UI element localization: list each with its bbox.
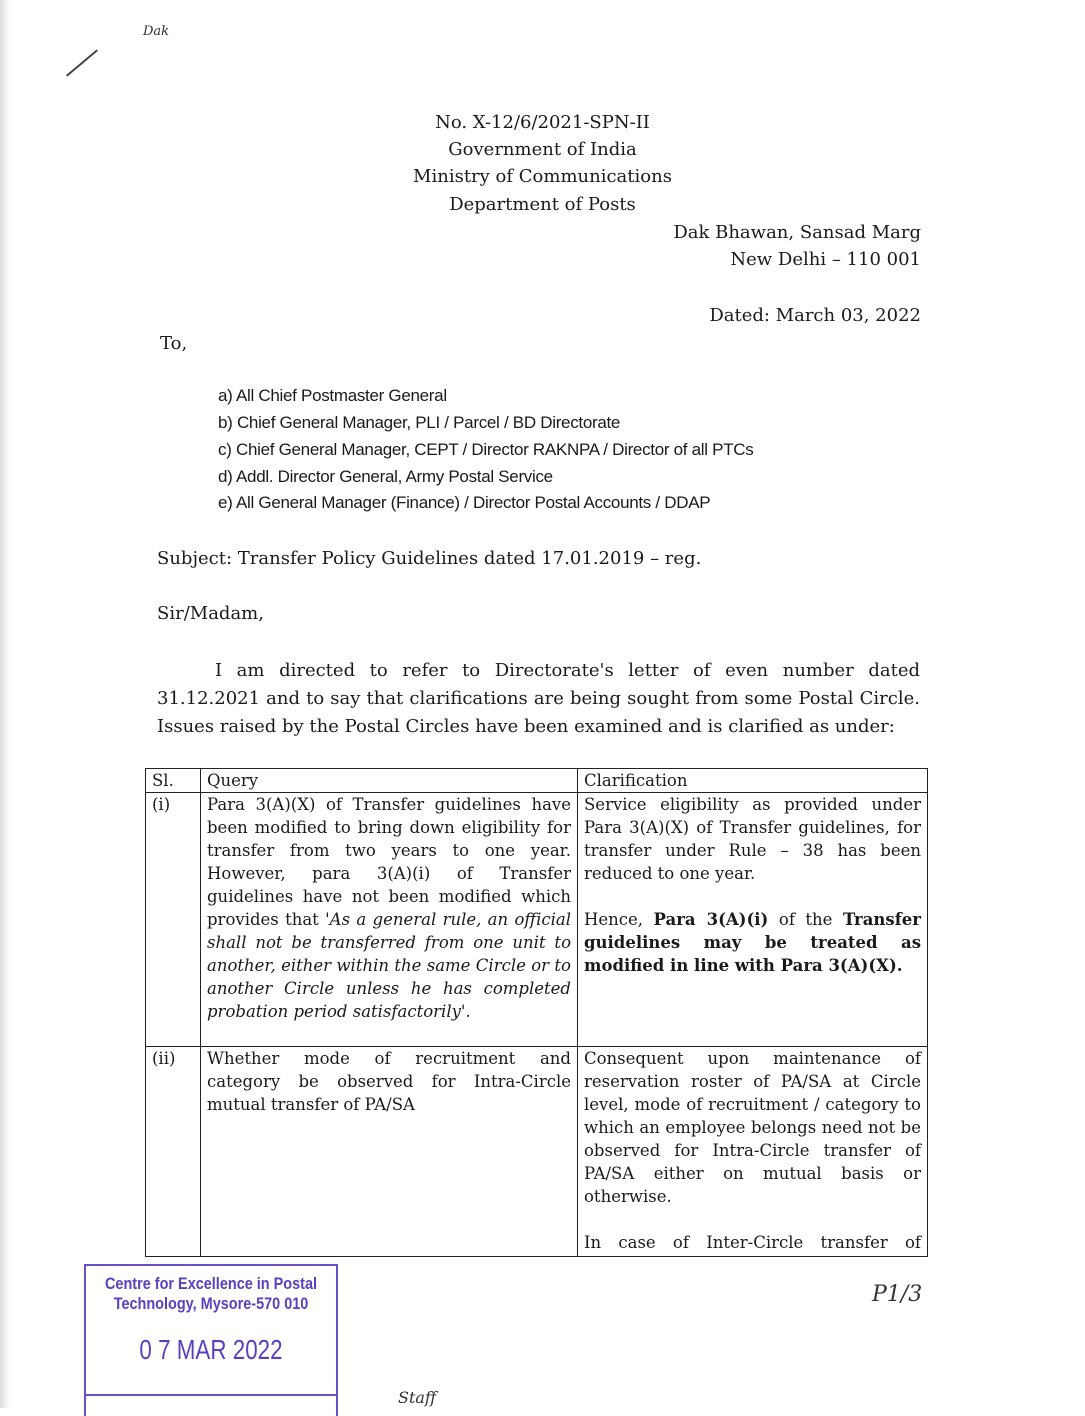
row-query: [201, 793, 578, 1047]
clarification-para-1: Consequent upon maintenance of reservation roster of PA/SA at Circle level, mode of recruitment / category to which an employee belongs need not be observed for Intra-Circle transfer of PA/SA either on mutual basis or otherwise.: [584, 1049, 921, 1206]
stamp-divider: [86, 1394, 336, 1396]
clarification-para-2: [584, 908, 921, 977]
header-sl: Sl.: [146, 769, 201, 793]
subject-line: Subject: Transfer Policy Guidelines dated 17.01.2019 – reg.: [157, 548, 702, 569]
clar-bold: Transfer guidelines may be treated as modified in line with Para 3(A)(X).: [584, 910, 921, 975]
letter-number: No. X-12/6/2021-SPN-II: [435, 112, 650, 133]
recipient: a) All Chief Postmaster General: [218, 386, 447, 405]
row-clarification: [578, 1047, 928, 1257]
table-row: [146, 1047, 928, 1257]
clar-bold: Para 3(A)(i): [653, 910, 769, 929]
row-sl: (ii): [146, 1047, 201, 1257]
row-clarification: [578, 793, 928, 1047]
query-quote: 'As a general rule, an official shall not be transferred from one unit to another, either within the same Circle or to another Circle unless he has completed probation period satisfactorily'.: [207, 910, 571, 1021]
date-line: Dated: March 03, 2022: [709, 305, 921, 326]
gov-line: Government of India: [448, 139, 637, 160]
pen-mark: [66, 49, 98, 76]
page-number-note: P1/3: [872, 1282, 923, 1307]
salutation: Sir/Madam,: [157, 603, 264, 624]
recipient: e) All General Manager (Finance) / Director Postal Accounts / DDAP: [218, 493, 711, 512]
clar-text: Hence,: [584, 910, 654, 929]
received-stamp: [84, 1264, 338, 1416]
ministry-line: Ministry of Communications: [413, 166, 672, 187]
dept-line: Department of Posts: [449, 194, 636, 215]
to-label: To,: [160, 333, 188, 354]
table-header-row: [146, 769, 928, 793]
handwritten-note-bottom: Staff: [398, 1388, 437, 1407]
table-row: [146, 793, 928, 1047]
recipient: c) Chief General Manager, CEPT / Director RAKNPA / Director of all PTCs: [218, 440, 754, 459]
stamp-date: 0 7 MAR 2022: [139, 1334, 283, 1365]
header-clarification: Clarification: [578, 769, 928, 793]
recipient: d) Addl. Director General, Army Postal Service: [218, 467, 553, 486]
header-query: Query: [201, 769, 578, 793]
row-sl: (i): [146, 793, 201, 1047]
query-text: Para 3(A)(X) of Transfer guidelines have been modified to bring down eligibility for transfer from two years to one year. However, para 3(A)(i) of Transfer guidelines have not been modified which provides that: [207, 795, 571, 929]
clarification-para-2: In case of Inter-Circle transfer of: [584, 1233, 921, 1252]
handwritten-note-top: Dak: [143, 24, 170, 39]
row-query: Whether mode of recruitment and category be observed for Intra-Circle mutual transfer of PA/SA: [201, 1047, 578, 1257]
address-line-2: New Delhi – 110 001: [730, 249, 921, 270]
stamp-line-2: Technology, Mysore-570 010: [113, 1294, 309, 1313]
stamp-line-1: Centre for Excellence in Postal: [104, 1274, 317, 1293]
clarification-table: [145, 768, 928, 1257]
body-paragraph: I am directed to refer to Directorate's letter of even number dated 31.12.2021 and to say that clarifications are being sought from some Postal Circle. Issues raised by the Postal Circles have been examined and is clarified as under:: [157, 660, 920, 737]
clarification-para-1: Service eligibility as provided under Para 3(A)(X) of Transfer guidelines, for transfer under Rule – 38 has been reduced to one year.: [584, 795, 921, 883]
recipient: b) Chief General Manager, PLI / Parcel / BD Directorate: [218, 413, 621, 432]
address-line-1: Dak Bhawan, Sansad Marg: [673, 222, 921, 243]
clar-text: of the: [768, 910, 843, 929]
